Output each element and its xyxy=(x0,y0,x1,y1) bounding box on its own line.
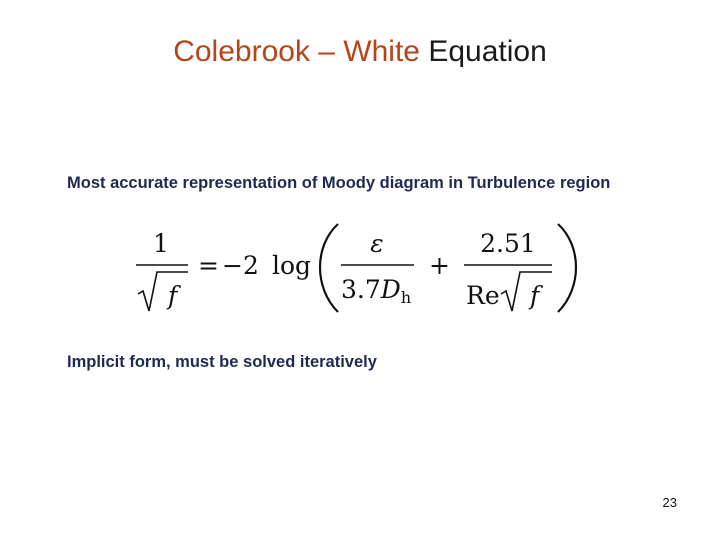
lhs-sqrt-sign xyxy=(138,272,188,311)
title-colebrook-white: Colebrook – White xyxy=(173,35,420,68)
coefficient: −2 xyxy=(222,251,259,280)
term2-denominator-var: f xyxy=(530,281,540,310)
equals-sign: = xyxy=(198,251,219,280)
term1-numerator: ε xyxy=(370,229,384,258)
lhs-numerator: 1 xyxy=(153,229,169,258)
term1-denominator-coeff: 3.7 xyxy=(341,275,381,304)
bullet-moody-turbulence: Most accurate representation of Moody diagram in Turbulence region xyxy=(67,174,611,192)
term1-denominator-var: D xyxy=(380,275,401,304)
colebrook-white-formula xyxy=(128,218,588,318)
term1-denominator-subscript: h xyxy=(400,288,412,307)
term2-sqrt-sign xyxy=(501,272,552,311)
slide-title xyxy=(0,30,720,74)
right-paren xyxy=(558,224,576,312)
left-paren xyxy=(320,224,338,312)
lhs-denominator-var: f xyxy=(168,281,178,310)
term2-denominator-re: Re xyxy=(466,281,500,310)
term1-denominator xyxy=(341,275,411,307)
log-function: log xyxy=(272,251,312,280)
page-number: 23 xyxy=(662,495,677,510)
bullet-implicit-form: Implicit form, must be solved iteratively xyxy=(67,353,377,371)
title-equation: Equation xyxy=(428,35,547,68)
plus-sign: + xyxy=(429,251,450,280)
term2-numerator: 2.51 xyxy=(480,229,536,258)
